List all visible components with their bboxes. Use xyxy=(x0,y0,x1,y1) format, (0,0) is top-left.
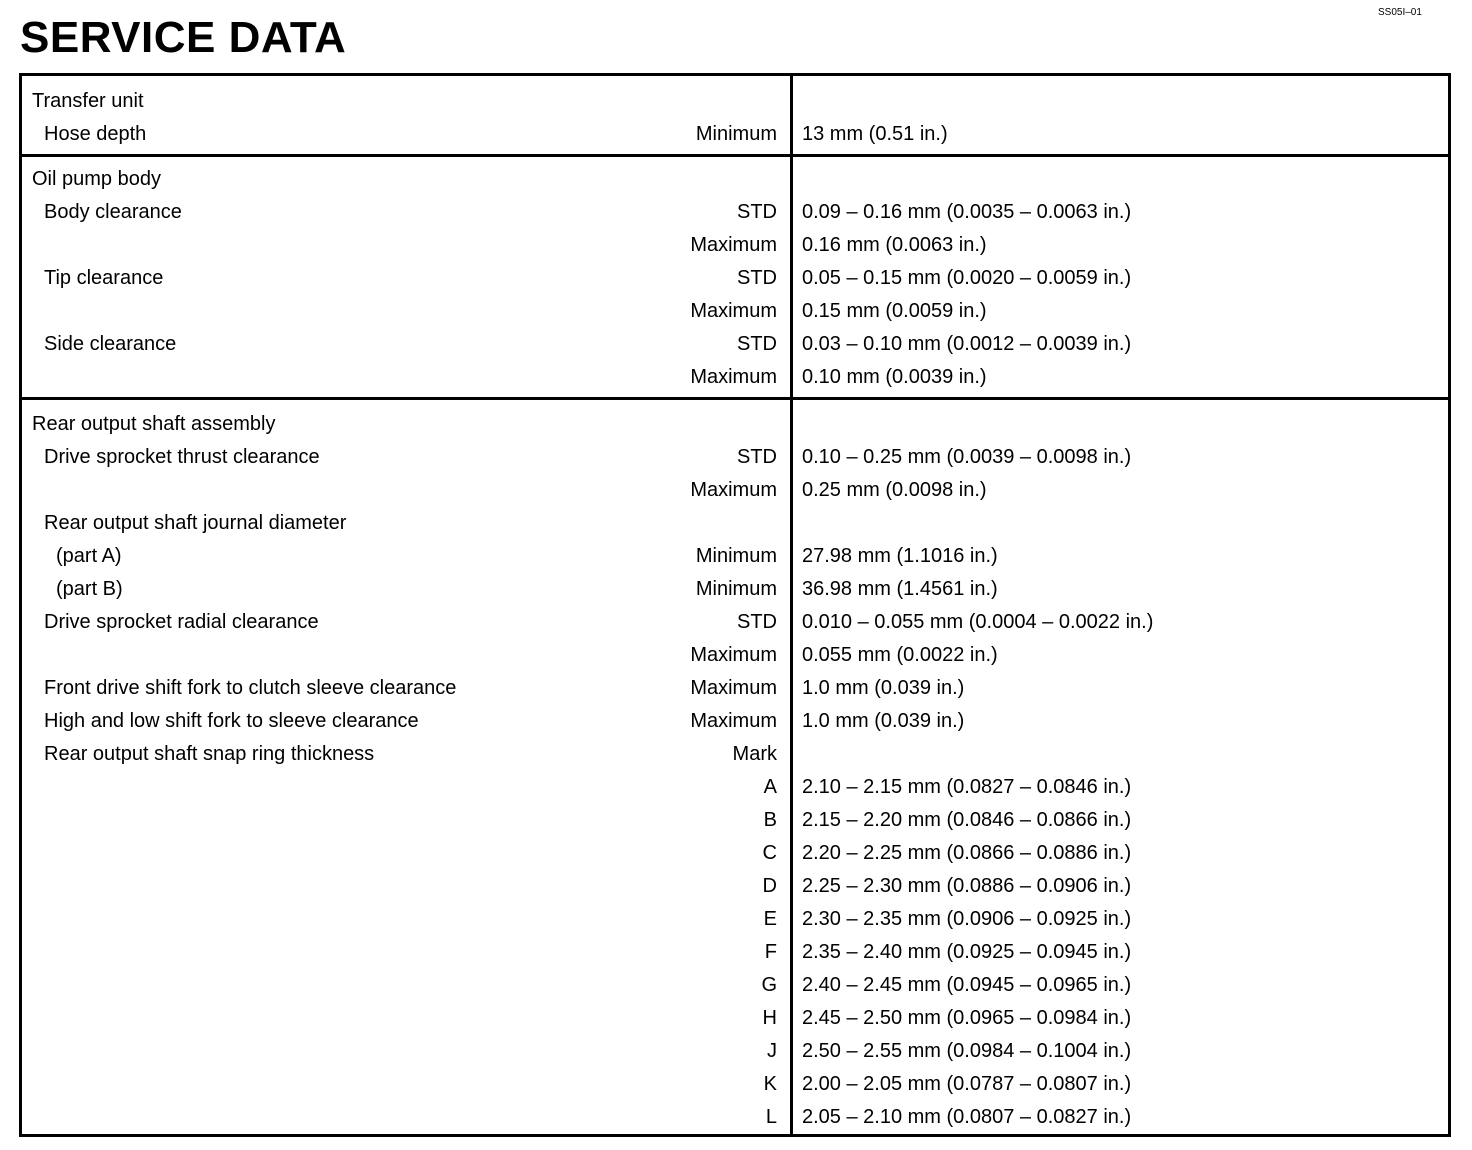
row-qualifier: STD xyxy=(737,201,777,223)
row-label: Tip clearance xyxy=(44,267,164,289)
row-value: 1.0 mm (0.039 in.) xyxy=(802,677,965,699)
section-oil-pump-body xyxy=(22,154,1448,397)
table-row xyxy=(22,771,1448,804)
row-value: 0.10 mm (0.0039 in.) xyxy=(802,366,987,388)
row-value: 1.0 mm (0.039 in.) xyxy=(802,710,965,732)
table-row xyxy=(22,1101,1448,1134)
row-qualifier: G xyxy=(761,974,777,996)
section-rear-output-shaft xyxy=(22,397,1448,1134)
row-label: High and low shift fork to sleeve clearance xyxy=(44,710,419,732)
row-qualifier: E xyxy=(763,908,777,930)
row-qualifier: L xyxy=(765,1106,777,1128)
row-qualifier: Maximum xyxy=(690,234,777,256)
row-qualifier: F xyxy=(764,941,777,963)
row-value: 2.35 – 2.40 mm (0.0925 – 0.0945 in.) xyxy=(802,941,1132,963)
row-qualifier: Maximum xyxy=(690,677,777,699)
row-label: (part A) xyxy=(56,545,122,567)
row-qualifier: STD xyxy=(737,446,777,468)
row-value: 0.055 mm (0.0022 in.) xyxy=(802,644,998,666)
row-value: 2.10 – 2.15 mm (0.0827 – 0.0846 in.) xyxy=(802,776,1132,798)
row-label: Drive sprocket thrust clearance xyxy=(44,446,320,468)
table-row xyxy=(22,870,1448,903)
row-qualifier: STD xyxy=(737,333,777,355)
table-row xyxy=(22,936,1448,969)
table-row xyxy=(22,262,1448,295)
row-value: 27.98 mm (1.1016 in.) xyxy=(802,545,998,567)
row-value: 0.03 – 0.10 mm (0.0012 – 0.0039 in.) xyxy=(802,333,1132,355)
row-value: 0.10 – 0.25 mm (0.0039 – 0.0098 in.) xyxy=(802,446,1132,468)
row-qualifier: C xyxy=(762,842,777,864)
row-value: 2.50 – 2.55 mm (0.0984 – 0.1004 in.) xyxy=(802,1040,1132,1062)
table-row xyxy=(22,804,1448,837)
row-value: 0.05 – 0.15 mm (0.0020 – 0.0059 in.) xyxy=(802,267,1132,289)
table-row xyxy=(22,361,1448,394)
row-label: Rear output shaft snap ring thickness xyxy=(44,743,375,765)
table-row xyxy=(22,295,1448,328)
row-label: Transfer unit xyxy=(32,90,144,112)
table-row xyxy=(22,408,1448,441)
table-row xyxy=(22,163,1448,196)
row-label: Rear output shaft journal diameter xyxy=(44,512,347,534)
table-row xyxy=(22,606,1448,639)
page-title: SERVICE DATA xyxy=(20,13,347,62)
row-qualifier: Minimum xyxy=(695,545,777,567)
row-value: 0.09 – 0.16 mm (0.0035 – 0.0063 in.) xyxy=(802,201,1132,223)
row-value: 13 mm (0.51 in.) xyxy=(802,123,948,145)
row-value: 0.15 mm (0.0059 in.) xyxy=(802,300,987,322)
section-transfer-unit xyxy=(22,76,1448,154)
table-row xyxy=(22,441,1448,474)
row-label: Hose depth xyxy=(44,123,147,145)
row-qualifier: J xyxy=(767,1040,777,1062)
row-label: (part B) xyxy=(56,578,123,600)
row-qualifier: H xyxy=(762,1007,777,1029)
row-qualifier: STD xyxy=(737,611,777,633)
row-value: 0.16 mm (0.0063 in.) xyxy=(802,234,987,256)
row-value: 2.30 – 2.35 mm (0.0906 – 0.0925 in.) xyxy=(802,908,1132,930)
service-data-table xyxy=(19,73,1451,1137)
row-value: 2.25 – 2.30 mm (0.0886 – 0.0906 in.) xyxy=(802,875,1132,897)
row-qualifier: B xyxy=(763,809,777,831)
row-qualifier: Mark xyxy=(732,743,777,765)
table-row xyxy=(22,738,1448,771)
table-row xyxy=(22,540,1448,573)
table-row xyxy=(22,229,1448,262)
row-label: Rear output shaft assembly xyxy=(32,413,276,435)
table-row xyxy=(22,1035,1448,1068)
table-row xyxy=(22,118,1448,151)
row-value: 2.40 – 2.45 mm (0.0945 – 0.0965 in.) xyxy=(802,974,1132,996)
table-row xyxy=(22,705,1448,738)
table-row xyxy=(22,969,1448,1002)
row-label: Drive sprocket radial clearance xyxy=(44,611,319,633)
row-qualifier: K xyxy=(763,1073,777,1095)
row-qualifier: Minimum xyxy=(695,578,777,600)
row-label: Oil pump body xyxy=(32,168,161,190)
row-label: Front drive shift fork to clutch sleeve clearance xyxy=(44,677,457,699)
table-row xyxy=(22,573,1448,606)
row-value: 0.010 – 0.055 mm (0.0004 – 0.0022 in.) xyxy=(802,611,1154,633)
row-qualifier: STD xyxy=(737,267,777,289)
row-qualifier: Maximum xyxy=(690,300,777,322)
document-code: SS05I–01 xyxy=(1378,7,1422,18)
row-label: Body clearance xyxy=(44,201,182,223)
row-label: Side clearance xyxy=(44,333,177,355)
row-value: 2.45 – 2.50 mm (0.0965 – 0.0984 in.) xyxy=(802,1007,1132,1029)
table-row xyxy=(22,1068,1448,1101)
table-row xyxy=(22,903,1448,936)
row-value: 2.15 – 2.20 mm (0.0846 – 0.0866 in.) xyxy=(802,809,1132,831)
table-row xyxy=(22,639,1448,672)
row-qualifier: Maximum xyxy=(690,366,777,388)
row-qualifier: Maximum xyxy=(690,710,777,732)
row-value: 2.05 – 2.10 mm (0.0807 – 0.0827 in.) xyxy=(802,1106,1132,1128)
row-value: 2.20 – 2.25 mm (0.0866 – 0.0886 in.) xyxy=(802,842,1132,864)
table-row xyxy=(22,328,1448,361)
row-value: 36.98 mm (1.4561 in.) xyxy=(802,578,998,600)
table-row xyxy=(22,85,1448,118)
row-qualifier: Maximum xyxy=(690,644,777,666)
table-row xyxy=(22,474,1448,507)
row-qualifier: A xyxy=(763,776,777,798)
table-row xyxy=(22,672,1448,705)
row-qualifier: Maximum xyxy=(690,479,777,501)
table-row xyxy=(22,837,1448,870)
row-qualifier: Minimum xyxy=(695,123,777,145)
row-qualifier: D xyxy=(762,875,777,897)
table-row xyxy=(22,196,1448,229)
row-value: 0.25 mm (0.0098 in.) xyxy=(802,479,987,501)
row-value: 2.00 – 2.05 mm (0.0787 – 0.0807 in.) xyxy=(802,1073,1132,1095)
table-row xyxy=(22,507,1448,540)
table-row xyxy=(22,1002,1448,1035)
